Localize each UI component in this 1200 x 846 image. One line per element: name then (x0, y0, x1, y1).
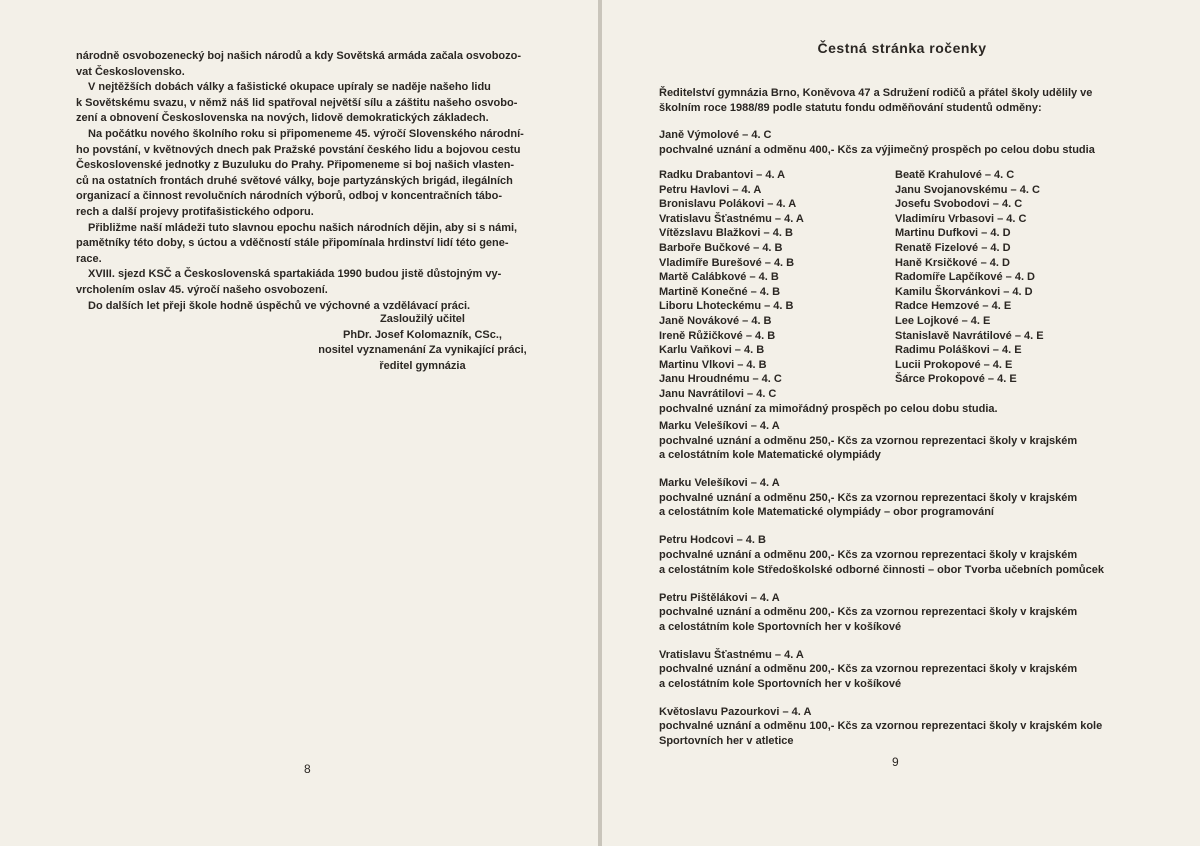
signature-name: PhDr. Josef Kolomazník, CSc., (343, 328, 502, 341)
list-item: Radce Hemzové – 4. E (895, 300, 1012, 313)
text-line: V nejtěžších dobách války a fašistické okupace upíraly se naděje našeho lidu (88, 81, 491, 94)
honor-names-list (659, 168, 1139, 416)
text-line: školním roce 1988/89 podle statutu fondu odměňování studentů odměny: (659, 101, 1042, 114)
text-line: pamětníky této doby, s úctou a vděčností stále připomínala hrdinství lidí této gene- (76, 237, 509, 250)
page-title: Čestná stránka ročenky (817, 40, 987, 56)
award-entry (659, 419, 1139, 463)
award-recipient: Petru Hodcovi – 4. B (659, 534, 766, 547)
paragraph-5 (76, 267, 546, 298)
text-line: zení a obnovení Československa na nových, lidově demokratických základech. (76, 112, 489, 125)
list-item: Karlu Vaňkovi – 4. B (659, 344, 765, 357)
list-item: Janu Navrátilovi – 4. C (659, 387, 777, 400)
award-text: a celostátním kole Matematické olympiády (659, 449, 881, 462)
award-text: a celostátním kole Sportovních her v košíkové (659, 620, 902, 633)
award-recipient: Květoslavu Pazourkovi – 4. A (659, 705, 812, 718)
page-number-right: 9 (892, 755, 899, 769)
paragraph-3 (76, 127, 546, 221)
list-item: Martinu Vlkovi – 4. B (659, 358, 767, 371)
list-item: Janě Novákové – 4. B (659, 314, 772, 327)
paragraph-4 (76, 221, 546, 268)
award-recipient: Petru Pištělákovi – 4. A (659, 591, 780, 604)
list-item: Ireně Růžičkové – 4. B (659, 329, 776, 342)
text-line: národně osvobozenecký boj našich národů a kdy Sovětská armáda začala osvobozo- (76, 50, 522, 62)
text-line: organizací a činnost revolučních národních výborů, odboj v koncentračních tábo- (76, 190, 503, 203)
award-entry (659, 705, 1139, 749)
list-item: Lee Lojkové – 4. E (895, 314, 991, 327)
text-line: Do dalších let přeji škole hodně úspěchů ve výchovné a vzdělávací práci. (88, 299, 471, 312)
list-item: Martinu Dufkovi – 4. D (895, 227, 1011, 240)
paragraph-1 (76, 49, 546, 80)
names-award-text: pochvalné uznání za mimořádný prospěch po celou dobu studia. (659, 402, 998, 415)
award-text: pochvalné uznání a odměnu 250,- Kčs za vzornou reprezentaci školy v krajském (659, 434, 1078, 447)
award-text: Sportovních her v atletice (659, 735, 794, 748)
list-item: Vladimíru Vrbasovi – 4. C (895, 212, 1027, 225)
award-text: a celostátním kole Středoškolské odborné činnosti – obor Tvorba učebních pomůcek (659, 563, 1104, 576)
left-page-body (76, 49, 546, 314)
list-item: Petru Havlovi – 4. A (659, 183, 762, 196)
award-text: pochvalné uznání a odměnu 100,- Kčs za vzornou reprezentaci školy v krajském kole (659, 720, 1103, 733)
list-item: Lucii Prokopové – 4. E (895, 358, 1013, 371)
text-line: XVIII. sjezd KSČ a Československá spartakiáda 1990 budou jistě důstojným vy- (88, 268, 502, 281)
signature-role: ředitel gymnázia (379, 359, 466, 372)
text-line: Přibližme naší mládeži tuto slavnou epochu našich národních dějin, aby si s námi, (88, 221, 518, 234)
award-entry (659, 476, 1139, 520)
signature-block (300, 312, 545, 374)
award-entry (659, 648, 1139, 692)
award-text: pochvalné uznání a odměnu 400,- Kčs za výjimečný prospěch po celou dobu studia (659, 143, 1095, 156)
list-item: Barboře Bučkové – 4. B (659, 241, 783, 254)
list-item: Vratislavu Šťastnému – 4. A (659, 212, 804, 225)
award-recipient: Vratislavu Šťastnému – 4. A (659, 648, 804, 661)
intro-text (659, 86, 1139, 115)
text-line: Na počátku nového školního roku si připomeneme 45. výročí Slovenského národní- (88, 127, 524, 140)
award-text: a celostátním kole Sportovních her v košíkové (659, 677, 902, 690)
list-item: Radku Drabantovi – 4. A (659, 169, 786, 181)
text-line: vat Československo. (76, 65, 185, 78)
signature-title: Zasloužilý učitel (380, 313, 465, 325)
page-number-left: 8 (304, 762, 311, 776)
first-award (659, 128, 1139, 157)
names-grid (659, 168, 1139, 387)
award-recipient: Janě Výmolové – 4. C (659, 129, 772, 141)
list-item: Kamilu Škorvánkovi – 4. D (895, 285, 1033, 298)
award-text: pochvalné uznání a odměnu 200,- Kčs za vzornou reprezentaci školy v krajském (659, 663, 1078, 676)
list-item: Liboru Lhoteckému – 4. B (659, 300, 794, 313)
award-entry (659, 591, 1139, 635)
list-item: Radimu Poláškovi – 4. E (895, 344, 1022, 357)
left-page (0, 0, 598, 846)
list-item: Haně Krsičkové – 4. D (895, 256, 1010, 269)
award-recipient: Marku Velešíkovi – 4. A (659, 420, 780, 432)
list-item: Martě Calábkové – 4. B (659, 271, 779, 284)
text-line: k Sovětskému svazu, v němž náš lid spatřoval největší sílu a záštitu našeho osvobo- (76, 96, 518, 109)
award-text: pochvalné uznání a odměnu 200,- Kčs za vzornou reprezentaci školy v krajském (659, 606, 1078, 619)
list-item: Šárce Prokopové – 4. E (895, 373, 1017, 386)
list-item: Vítězslavu Blažkovi – 4. B (659, 227, 793, 240)
text-line: race. (76, 252, 102, 265)
text-line: Ředitelství gymnázia Brno, Koněvova 47 a Sdružení rodičů a přátel školy udělily ve (659, 87, 1093, 99)
list-item: Radomíře Lapčíkové – 4. D (895, 271, 1035, 284)
list-item: Bronislavu Polákovi – 4. A (659, 198, 797, 211)
list-item: Stanislavě Navrátilové – 4. E (895, 329, 1044, 342)
award-text: a celostátním kole Matematické olympiády – obor programování (659, 506, 994, 519)
list-item: Janu Hroudnému – 4. C (659, 373, 782, 386)
list-item: Josefu Svobodovi – 4. C (895, 198, 1023, 211)
list-item: Martině Konečné – 4. B (659, 285, 781, 298)
list-item: Vladimíře Burešové – 4. B (659, 256, 795, 269)
text-line: vrcholením oslav 45. výročí našeho osvobození. (76, 283, 328, 296)
right-page (602, 0, 1200, 846)
text-line: Československé jednotky z Buzuluku do Prahy. Připomeneme si boj našich vlasten- (76, 159, 515, 172)
text-line: ců na ostatních frontách druhé světové války, boje partyzánských brigád, ilegálních (76, 174, 513, 187)
list-item: Renatě Fizelové – 4. D (895, 241, 1011, 254)
text-line: ho povstání, v květnových dnech pak Pražské povstání českého lidu a bojovou cestu (76, 143, 521, 156)
award-text: pochvalné uznání a odměnu 200,- Kčs za vzornou reprezentaci školy v krajském (659, 548, 1078, 561)
award-recipient: Marku Velešíkovi – 4. A (659, 477, 780, 490)
awards-list (659, 419, 1139, 762)
award-text: pochvalné uznání a odměnu 250,- Kčs za vzornou reprezentaci školy v krajském (659, 491, 1078, 504)
list-item: Beatě Krahulové – 4. C (895, 169, 1015, 181)
signature-honor: nositel vyznamenání Za vynikající práci, (318, 344, 527, 357)
award-entry (659, 533, 1139, 577)
list-item: Janu Svojanovskému – 4. C (895, 183, 1040, 196)
text-line: rech a další projevy protifašistického odporu. (76, 205, 314, 218)
paragraph-2 (76, 80, 546, 127)
